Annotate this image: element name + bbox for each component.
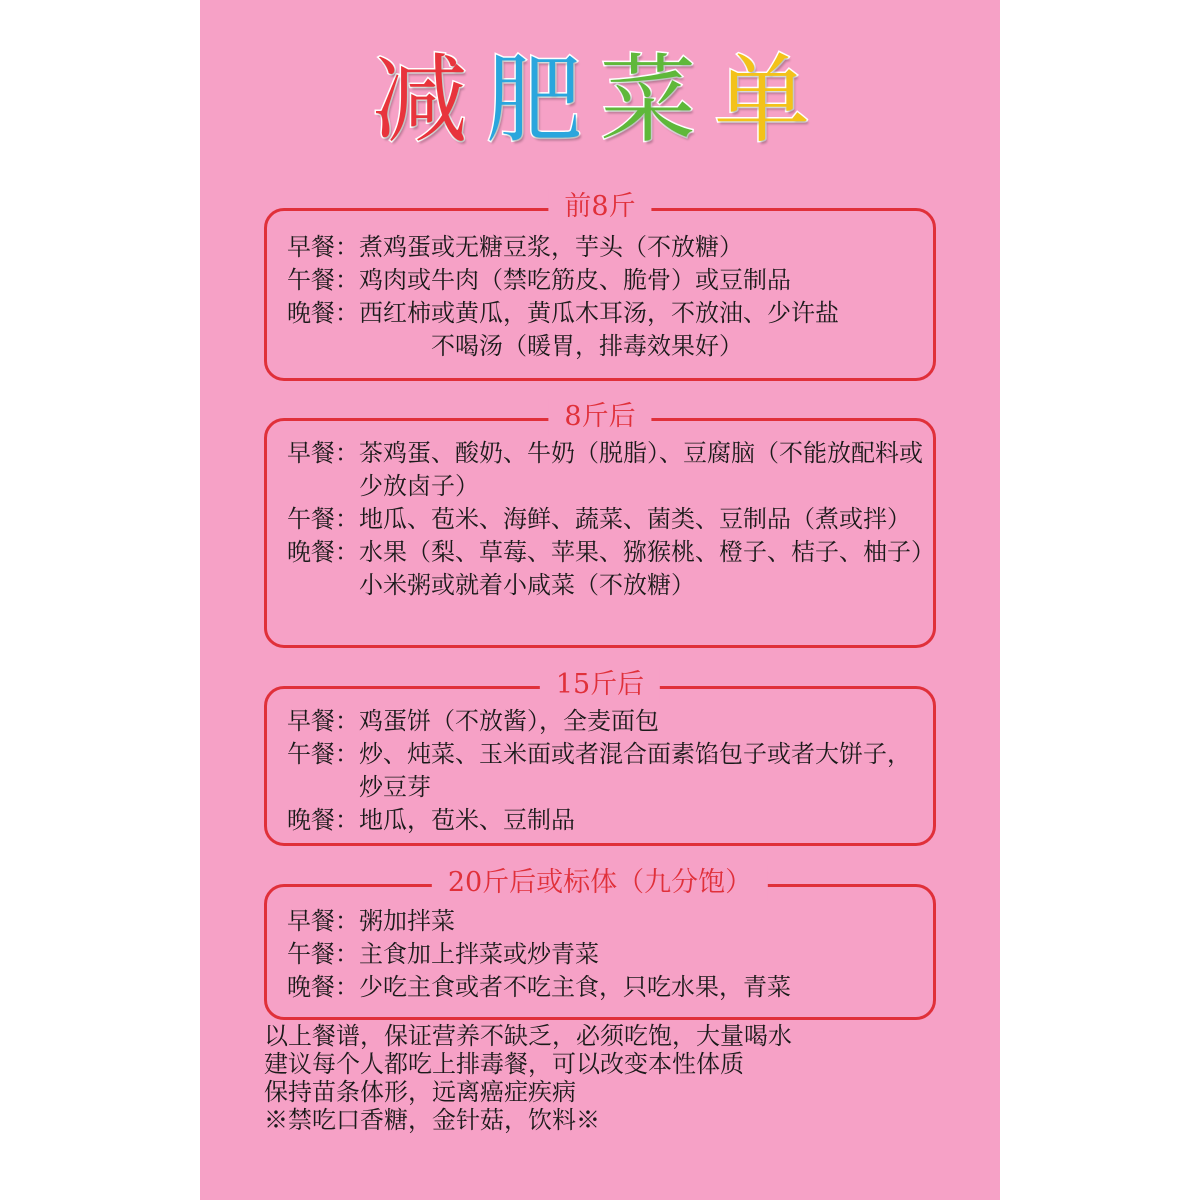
section-title: 前8斤 xyxy=(548,189,651,225)
meal-label: 午餐： xyxy=(287,266,359,294)
meal-row xyxy=(287,804,925,837)
section-title: 8斤后 xyxy=(548,399,651,435)
section-first-8-jin xyxy=(264,191,936,381)
meal-list xyxy=(287,905,925,1004)
meal-label: 晚餐： xyxy=(287,973,359,1001)
section-title: 20斤后或标体（九分饱） xyxy=(432,865,768,901)
meal-text: 鸡肉或牛肉（禁吃筋皮、脆骨）或豆制品 xyxy=(359,266,791,294)
section-after-8-jin xyxy=(264,401,936,648)
footer-line: ※禁吃口香糖，金针菇，饮料※ xyxy=(264,1106,600,1134)
meal-text: 炒、炖菜、玉米面或者混合面素馅包子或者大饼子，炒豆芽 xyxy=(359,740,911,801)
diet-menu-poster xyxy=(200,0,1000,1200)
meal-row xyxy=(287,297,925,330)
meal-text: 茶鸡蛋、酸奶、牛奶（脱脂）、豆腐脑（不能放配料或少放卤子） xyxy=(359,439,923,500)
meal-row xyxy=(287,738,925,804)
meal-label: 晚餐： xyxy=(287,806,359,834)
footer-line: 保持苗条体形，远离癌症疾病 xyxy=(264,1078,576,1106)
section-title: 15斤后 xyxy=(540,667,660,703)
meal-text: 西红柿或黄瓜，黄瓜木耳汤，不放油、少许盐 xyxy=(359,299,839,327)
meal-label: 早餐： xyxy=(287,439,359,467)
meal-label: 早餐： xyxy=(287,233,359,261)
meal-label: 早餐： xyxy=(287,907,359,935)
meal-list xyxy=(287,437,925,602)
title-char: 单 xyxy=(714,44,828,156)
meal-row xyxy=(287,938,925,971)
meal-label: 晚餐： xyxy=(287,299,359,327)
meal-list xyxy=(287,231,925,363)
meal-label: 晚餐： xyxy=(287,538,359,566)
meal-text: 粥加拌菜 xyxy=(359,907,455,935)
title-char: 菜 xyxy=(600,44,714,156)
meal-row xyxy=(287,437,925,503)
meal-row xyxy=(287,971,925,1004)
footer-notes xyxy=(264,1022,944,1134)
meal-text: 地瓜、苞米、海鲜、蔬菜、菌类、豆制品（煮或拌） xyxy=(359,505,911,533)
poster-title xyxy=(200,40,1000,160)
meal-text: 主食加上拌菜或炒青菜 xyxy=(359,940,599,968)
meal-label: 早餐： xyxy=(287,707,359,735)
footer-line: 以上餐谱，保证营养不缺乏，必须吃饱，大量喝水 xyxy=(264,1022,792,1050)
meal-text: 煮鸡蛋或无糖豆浆，芋头（不放糖） xyxy=(359,233,743,261)
meal-row xyxy=(287,536,925,602)
meal-row xyxy=(287,231,925,264)
meal-text: 水果（梨、草莓、苹果、猕猴桃、橙子、桔子、柚子）小米粥或就着小咸菜（不放糖） xyxy=(359,538,923,599)
meal-text: 不喝汤（暖胃，排毒效果好） xyxy=(359,332,743,360)
meal-row xyxy=(287,330,925,363)
meal-row xyxy=(287,705,925,738)
title-char: 肥 xyxy=(486,44,600,156)
meal-row xyxy=(287,905,925,938)
meal-text: 地瓜，苞米、豆制品 xyxy=(359,806,575,834)
meal-list xyxy=(287,705,925,837)
meal-label: 午餐： xyxy=(287,940,359,968)
section-after-20-jin xyxy=(264,867,936,1020)
meal-label: 午餐： xyxy=(287,740,359,768)
title-char: 减 xyxy=(372,44,486,156)
footer-line: 建议每个人都吃上排毒餐，可以改变本性体质 xyxy=(264,1050,744,1078)
meal-row xyxy=(287,264,925,297)
meal-row xyxy=(287,503,925,536)
meal-text: 鸡蛋饼（不放酱），全麦面包 xyxy=(359,707,659,735)
section-after-15-jin xyxy=(264,669,936,846)
meal-label: 午餐： xyxy=(287,505,359,533)
meal-text: 少吃主食或者不吃主食，只吃水果，青菜 xyxy=(359,973,791,1001)
